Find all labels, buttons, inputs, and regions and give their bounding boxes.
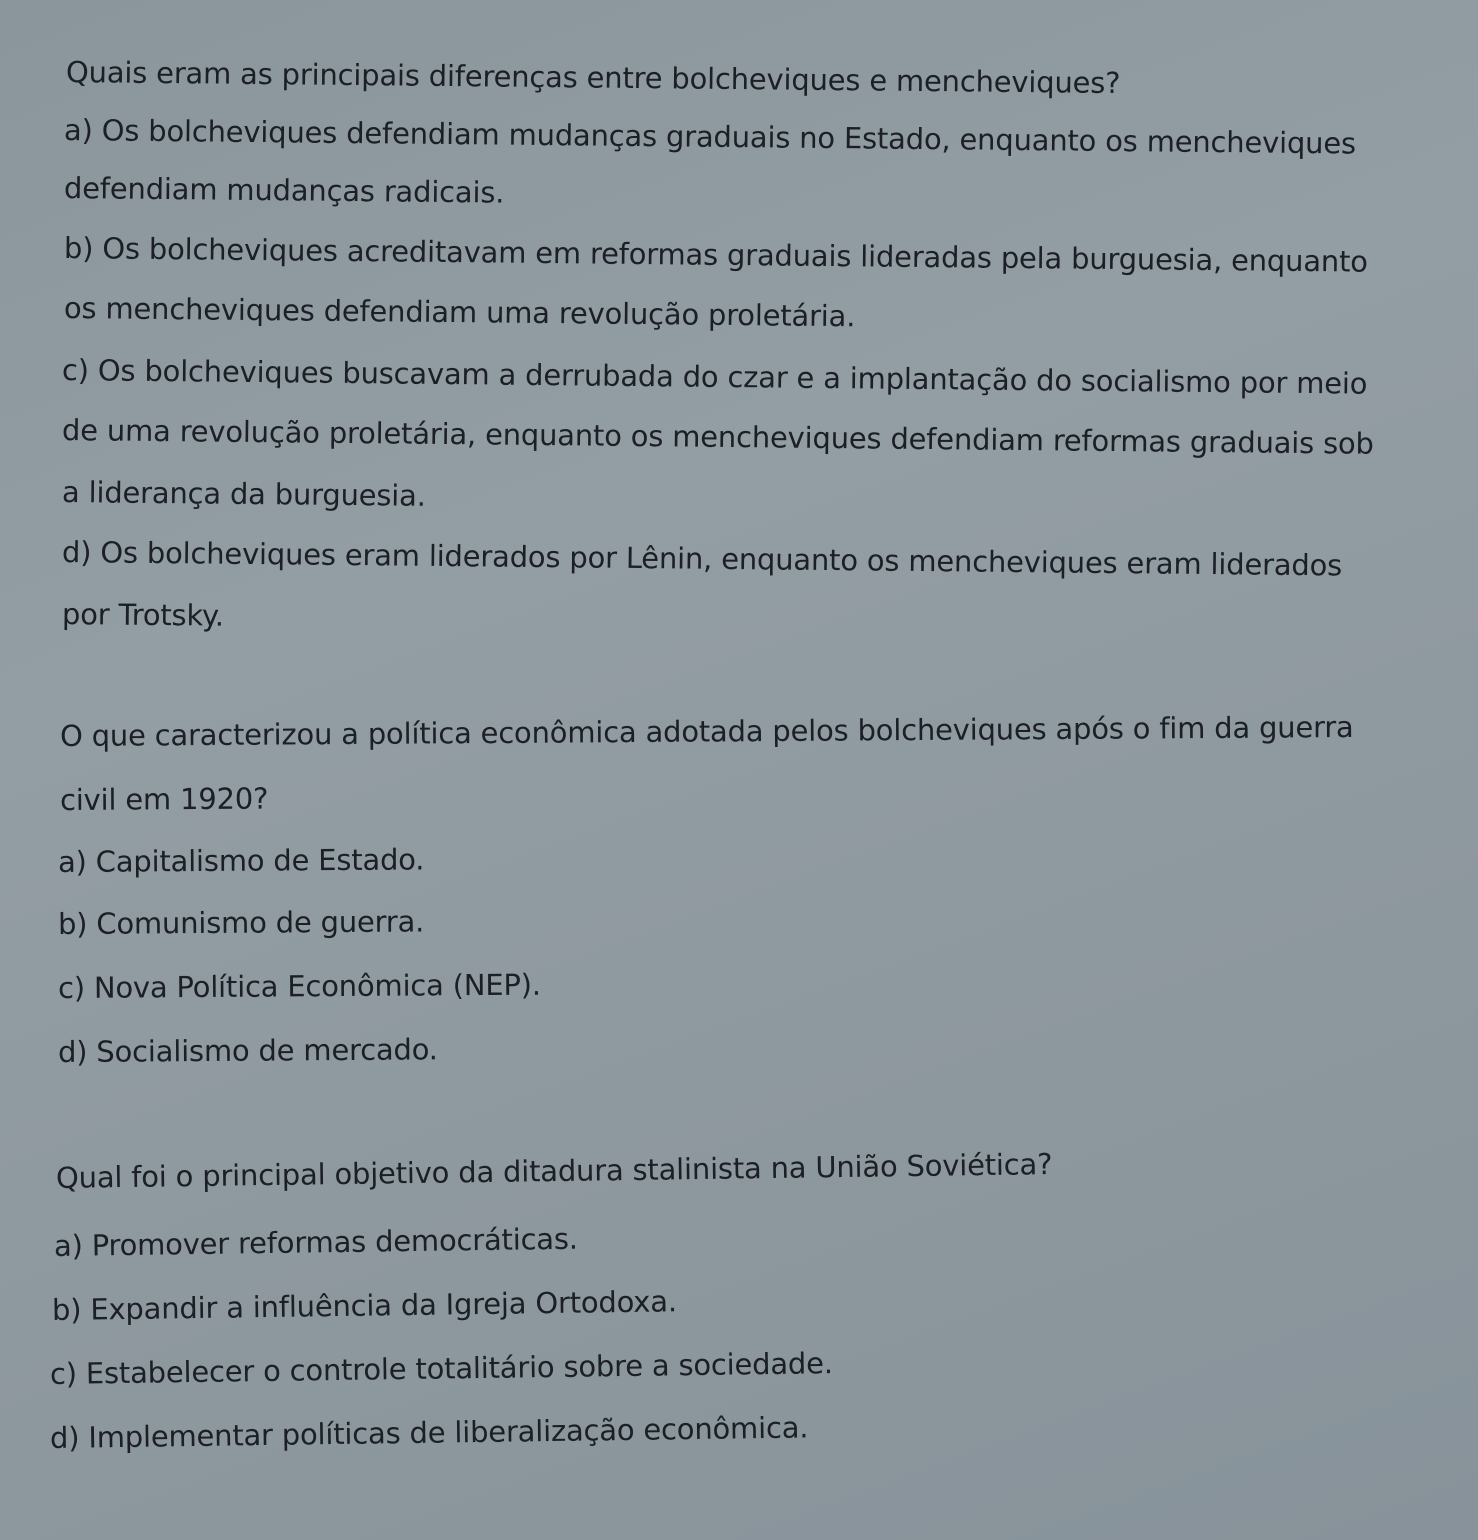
question-2-option-d: d) Socialismo de mercado. [57, 1032, 438, 1069]
question-2-option-b: b) Comunismo de guerra. [57, 904, 425, 941]
question-1-option-a-line-2: defendiam mudanças radicais. [63, 171, 505, 210]
question-1-option-b-line-2: os mencheviques defendiam uma revolução proletária. [63, 291, 856, 334]
question-1-prompt: Quais eram as principais diferenças entre bolcheviques e mencheviques? [65, 55, 1121, 101]
question-3-option-c: c) Estabelecer o controle totalitário sobre a sociedade. [49, 1346, 834, 1391]
question-1-option-a-line-1: a) Os bolcheviques defendiam mudanças graduais no Estado, enquanto os mencheviques [63, 113, 1357, 161]
question-2-option-c: c) Nova Política Econômica (NEP). [57, 967, 541, 1005]
question-1-option-c-line-3: a liderança da burguesia. [61, 475, 426, 513]
question-3-option-d: d) Implementar políticas de liberalização econômica. [49, 1410, 809, 1455]
question-3-option-a: a) Promover reformas democráticas. [53, 1221, 579, 1263]
question-1-option-b-line-1: b) Os bolcheviques acreditavam em reformas graduais lideradas pela burguesia, enquanto [63, 231, 1368, 279]
question-2-option-a: a) Capitalismo de Estado. [57, 842, 425, 879]
question-1-option-d-line-1: d) Os bolcheviques eram liderados por Lênin, enquanto os mencheviques eram liderados [61, 535, 1343, 583]
question-1-option-c-line-1: c) Os bolcheviques buscavam a derrubada do czar e a implantação do socialismo por meio [61, 353, 1368, 401]
question-1-option-c-line-2: de uma revolução proletária, enquanto os mencheviques defendiam reformas graduais sob [61, 413, 1374, 461]
question-3-prompt: Qual foi o principal objetivo da ditadura stalinista na União Soviética? [55, 1147, 1053, 1195]
question-1-option-d-line-2: por Trotsky. [61, 597, 225, 633]
question-2-prompt-line-2: civil em 1920? [59, 781, 269, 817]
question-3-option-b: b) Expandir a influência da Igreja Ortodoxa. [51, 1284, 678, 1327]
question-2-prompt-line-1: O que caracterizou a política econômica adotada pelos bolcheviques após o fim da guerra [59, 709, 1354, 753]
